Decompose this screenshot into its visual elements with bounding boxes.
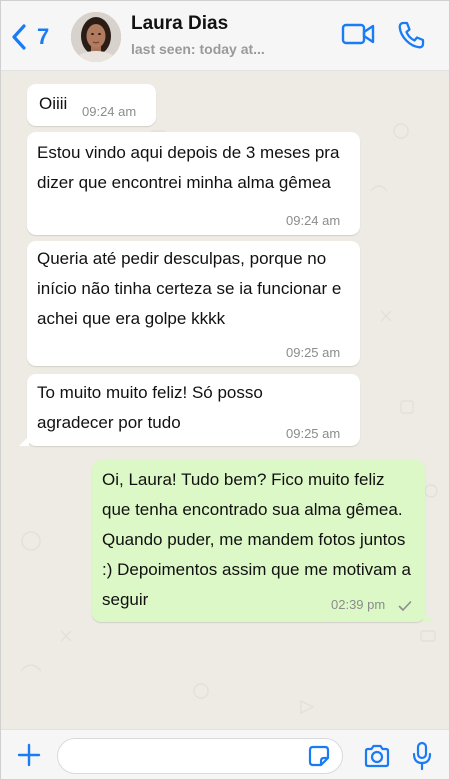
message-text: Queria até pedir desculpas, porque no início não tinha certeza se ia funcionar e achei que era golpe kkkk bbox=[37, 249, 342, 328]
microphone-button[interactable] bbox=[412, 741, 432, 776]
camera-icon bbox=[363, 744, 391, 768]
message-list[interactable] bbox=[1, 71, 450, 729]
camera-button[interactable] bbox=[363, 744, 391, 773]
chat-header bbox=[1, 1, 450, 71]
message-text: Estou vindo aqui depois de 3 meses pra dizer que encontrei minha alma gêmea bbox=[37, 143, 340, 192]
sent-check-icon bbox=[398, 600, 412, 612]
message-text: Oiiii bbox=[39, 94, 68, 113]
message-time: 09:24 am bbox=[82, 104, 137, 119]
avatar-image bbox=[71, 12, 121, 62]
attach-button[interactable] bbox=[17, 743, 41, 772]
sticker-icon bbox=[308, 745, 330, 767]
plus-icon bbox=[17, 743, 41, 767]
incoming-message[interactable] bbox=[27, 84, 156, 126]
message-input[interactable] bbox=[57, 738, 343, 774]
voice-call-button[interactable] bbox=[397, 20, 425, 55]
contact-name[interactable]: Laura Dias bbox=[131, 13, 229, 34]
sticker-button[interactable] bbox=[308, 745, 330, 772]
composer-bar bbox=[1, 729, 450, 780]
message-time: 02:39 pm bbox=[331, 597, 386, 612]
unread-count: 7 bbox=[37, 24, 50, 49]
message-time: 09:25 am bbox=[286, 345, 341, 360]
microphone-icon bbox=[412, 741, 432, 771]
incoming-message[interactable] bbox=[27, 241, 360, 366]
message-time: 09:24 am bbox=[286, 213, 341, 228]
outgoing-message[interactable] bbox=[92, 460, 425, 622]
bubble-tail bbox=[19, 436, 29, 446]
phone-icon bbox=[397, 20, 425, 50]
video-camera-icon bbox=[341, 22, 375, 46]
incoming-message[interactable] bbox=[27, 374, 360, 446]
chevron-left-icon bbox=[11, 24, 27, 50]
video-call-button[interactable] bbox=[341, 22, 375, 51]
avatar[interactable] bbox=[71, 12, 121, 62]
incoming-message[interactable] bbox=[27, 132, 360, 235]
bubble-tail bbox=[423, 612, 433, 622]
message-text: Oi, Laura! Tudo bem? Fico muito feliz que tenha encontrado sua alma gêmea. Quando puder, me mandem fotos juntos :) Depoimentos assim que me motivam a seguir bbox=[102, 470, 411, 609]
message-time: 09:25 am bbox=[286, 426, 341, 441]
last-seen-status: last seen: today at... bbox=[131, 41, 265, 57]
message-text: To muito muito feliz! Só posso agradecer por tudo bbox=[37, 383, 263, 432]
back-button[interactable] bbox=[11, 21, 49, 53]
